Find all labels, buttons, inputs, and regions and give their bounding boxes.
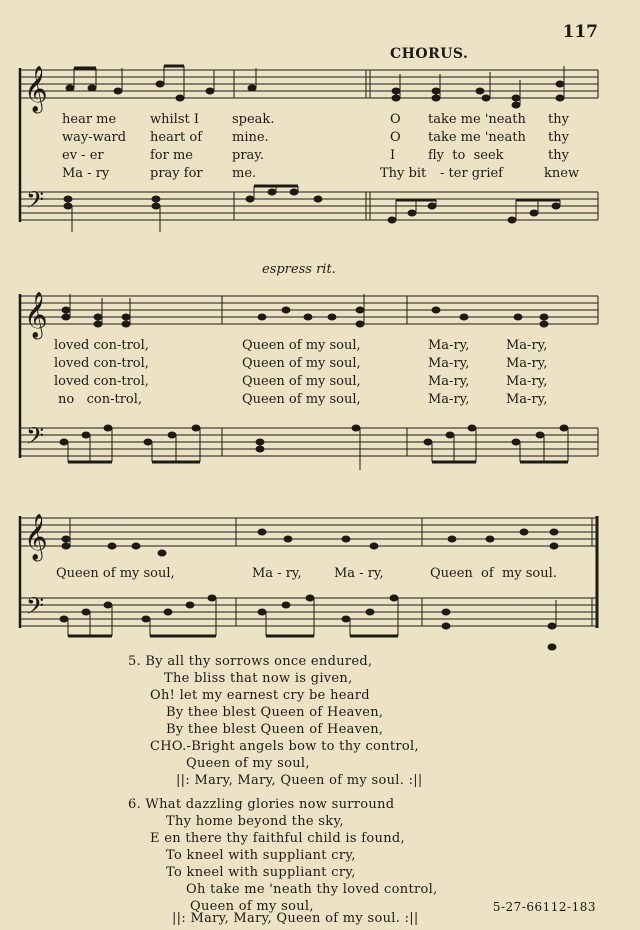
lyric: O bbox=[390, 130, 401, 145]
verse-line: By thee blest Queen of Heaven, bbox=[166, 722, 384, 737]
lyric: loved con-trol, bbox=[54, 374, 149, 389]
verse-line: Queen of my soul, bbox=[186, 756, 310, 771]
verse-line: ||: Mary, Mary, Queen of my soul. :|| bbox=[176, 773, 423, 788]
lyric: heart of bbox=[150, 130, 203, 145]
lyric: no con-trol, bbox=[58, 392, 143, 407]
lyric: thy bbox=[548, 148, 569, 163]
verse-line: CHO.-Bright angels bow to thy control, bbox=[150, 739, 419, 754]
verse-line: Thy home beyond the sky, bbox=[166, 814, 344, 829]
lyric: speak. bbox=[232, 112, 275, 127]
lyric: take me 'neath bbox=[428, 112, 526, 127]
lyric: for me bbox=[150, 148, 194, 163]
lyric: Ma-ry, bbox=[506, 356, 548, 371]
verse-line: E en there thy faithful child is found, bbox=[150, 831, 405, 846]
lyric: Ma - ry bbox=[62, 166, 110, 181]
lyric: Queen of my soul, bbox=[242, 392, 361, 407]
lyric: Queen of my soul, bbox=[242, 374, 361, 389]
verse-line: Queen of my soul, bbox=[190, 899, 314, 914]
bass-clef-icon: 𝄢 bbox=[26, 592, 45, 625]
lyric: whilst I bbox=[150, 112, 199, 127]
treble-clef-icon: 𝄞 bbox=[24, 514, 48, 560]
verse-line: To kneel with suppliant cry, bbox=[166, 848, 356, 863]
lyric: Thy bit bbox=[380, 166, 427, 181]
verse-line: 6. What dazzling glories now surround bbox=[128, 797, 395, 812]
lyric: Ma-ry, bbox=[428, 356, 470, 371]
lyric: fly to seek bbox=[428, 148, 504, 163]
lyric: thy bbox=[548, 112, 569, 127]
lyric: knew bbox=[544, 166, 580, 181]
lyric: Ma-ry, bbox=[428, 338, 470, 353]
lyric: me. bbox=[232, 166, 257, 181]
system-1-staves bbox=[20, 68, 598, 222]
verse-line: The bliss that now is given, bbox=[164, 671, 353, 686]
page-number: 117 bbox=[562, 22, 598, 42]
lyric: Ma-ry, bbox=[428, 392, 470, 407]
lyric: Ma - ry, bbox=[252, 566, 302, 581]
lyric: Ma-ry, bbox=[506, 338, 548, 353]
lyric: Ma-ry, bbox=[506, 392, 548, 407]
lyric: ev - er bbox=[62, 148, 104, 163]
lyric: Queen of my soul, bbox=[242, 338, 361, 353]
lyric: thy bbox=[548, 130, 569, 145]
lyric: Ma-ry, bbox=[506, 374, 548, 389]
lyric: hear me bbox=[62, 112, 117, 127]
treble-clef-icon: 𝄞 bbox=[24, 292, 48, 338]
lyric: Queen of my soul, bbox=[56, 566, 175, 581]
lyric: O bbox=[390, 112, 401, 127]
verse-line: 5. By all thy sorrows once endured, bbox=[128, 654, 373, 669]
lyric: - ter grief bbox=[440, 166, 503, 181]
lyric: Ma - ry, bbox=[334, 566, 384, 581]
lyric: way-ward bbox=[62, 130, 127, 145]
bass-clef-icon: 𝄢 bbox=[26, 422, 45, 455]
lyric: mine. bbox=[232, 130, 269, 145]
lyric: take me 'neath bbox=[428, 130, 526, 145]
lyric: Queen of my soul, bbox=[242, 356, 361, 371]
chorus-label: CHORUS. bbox=[390, 46, 469, 62]
lyric: loved con-trol, bbox=[54, 338, 149, 353]
treble-clef-icon: 𝄞 bbox=[24, 66, 48, 112]
verse-line: To kneel with suppliant cry, bbox=[166, 865, 356, 880]
lyric: loved con-trol, bbox=[54, 356, 149, 371]
lyric: pray for bbox=[150, 166, 203, 181]
expression-mark: espress rit. bbox=[262, 262, 336, 277]
lyric: Queen of my soul. bbox=[430, 566, 557, 581]
verse-line: ||: Mary, Mary, Queen of my soul. :|| bbox=[172, 911, 419, 926]
verse-line: Oh take me 'neath thy loved control, bbox=[186, 882, 438, 897]
verse-line: By thee blest Queen of Heaven, bbox=[166, 705, 384, 720]
bass-clef-icon: 𝄢 bbox=[26, 186, 45, 219]
verse-line: Oh! let my earnest cry be heard bbox=[150, 688, 370, 703]
lyric: I bbox=[390, 148, 396, 163]
footer-code: 5-27-66112-183 bbox=[492, 900, 596, 914]
lyric: pray. bbox=[232, 148, 265, 163]
lyric: Ma-ry, bbox=[428, 374, 470, 389]
